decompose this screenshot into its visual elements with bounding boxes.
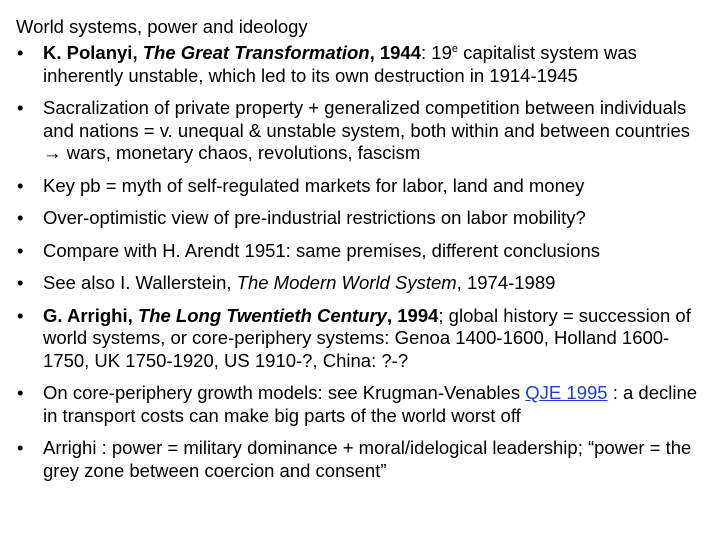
bullet-arendt xyxy=(16,240,706,263)
bullet-key-pb xyxy=(16,175,706,198)
key-pb-text: Key pb = myth of self-regulated markets for labor, land and money xyxy=(43,174,585,196)
bullet-polanyi xyxy=(16,42,706,87)
bullet-dot: • xyxy=(17,97,24,118)
bullet-arrighi-power xyxy=(16,437,706,482)
polanyi-text-a: : 19 xyxy=(421,42,452,63)
qje-1995-link[interactable]: QJE 1995 xyxy=(525,382,608,403)
bullet-dot: • xyxy=(17,437,24,458)
wallerstein-text-a: See also I. Wallerstein, xyxy=(43,272,237,293)
bullet-dot: • xyxy=(17,42,24,63)
wallerstein-book: The Modern World System xyxy=(236,272,457,293)
sacralization-text: Sacralization of private property + generalized competition between individuals and nations = v. unequal & unstable system, both within and between countries → wars, monetary chaos, revolutions, fascism xyxy=(43,97,691,163)
bullet-krugman xyxy=(16,382,706,427)
over-optimistic-text: Over-optimistic view of pre-industrial restrictions on labor mobility? xyxy=(43,207,586,228)
bullet-dot: • xyxy=(17,304,24,326)
bullet-dot: • xyxy=(17,239,24,261)
polanyi-year: , 1944 xyxy=(369,42,421,63)
bullet-dot: • xyxy=(17,272,24,293)
arrighi-text: ; global history = succession of world systems, or core-periphery systems: Genoa 1400-1600, Holland 1600-1750, UK 1750-1920, US 1910-?, China: ?-? xyxy=(43,304,691,371)
arendt-text: Compare with H. Arendt 1951: same premises, different conclusions xyxy=(43,239,600,261)
arrighi-year: , 1994 xyxy=(386,304,439,326)
arrighi-book: The Long Twentieth Century xyxy=(137,304,387,326)
bullet-arrighi xyxy=(16,305,706,373)
polanyi-text-b: capitalist system was inherently unstable, which led to its own destruction in 1914-1945 xyxy=(43,42,637,86)
krugman-text-b: : a decline in transport costs can make big parts of the world worst off xyxy=(43,382,698,426)
polanyi-superscript: e xyxy=(451,42,458,55)
bullet-sacralization xyxy=(16,97,706,165)
bullet-dot: • xyxy=(17,382,24,403)
arrighi-power-text: Arrighi : power = military dominance + moral/idelogical leadership; “power = the grey zone between coercion and consent” xyxy=(43,437,692,481)
bullet-over-optimistic xyxy=(16,207,706,230)
polanyi-author: K. Polanyi, xyxy=(43,42,143,63)
polanyi-book: The Great Transformation xyxy=(142,42,370,63)
slide-title: World systems, power and ideology xyxy=(16,16,308,37)
bullet-dot: • xyxy=(17,207,24,228)
wallerstein-text-b: , 1974-1989 xyxy=(456,272,556,293)
arrighi-author: G. Arrighi, xyxy=(43,304,138,326)
bullet-list xyxy=(16,42,706,482)
krugman-text-a: On core-periphery growth models: see Krugman-Venables xyxy=(43,382,526,403)
bullet-wallerstein xyxy=(16,272,706,295)
bullet-dot: • xyxy=(17,174,24,196)
